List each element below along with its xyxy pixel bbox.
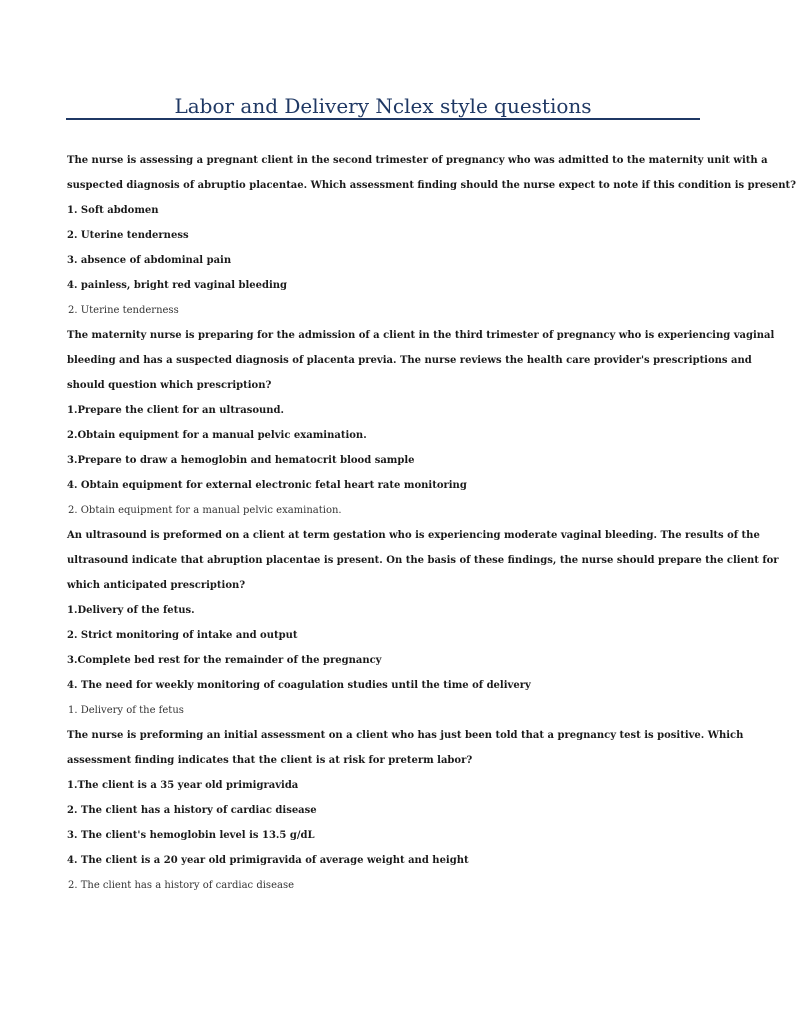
answer-option: 1.Delivery of the fetus.: [67, 605, 195, 616]
question-text-line: An ultrasound is preformed on a client at term gestation who is experiencing moderate vaginal bleeding. The results of the: [67, 530, 760, 541]
question-block: [67, 523, 779, 723]
answer-option: 1. Soft abdomen: [67, 205, 159, 216]
question-text-line: should question which prescription?: [67, 380, 272, 391]
correct-answer: 1. Delivery of the fetus: [68, 705, 184, 716]
correct-answer: 2. The client has a history of cardiac disease: [68, 880, 294, 891]
answer-option: 3. The client's hemoglobin level is 13.5 g/dL: [67, 830, 315, 841]
question-text-line: bleeding and has a suspected diagnosis of placenta previa. The nurse reviews the health care provider's prescriptions and: [67, 355, 752, 366]
answer-option: 3.Complete bed rest for the remainder of the pregnancy: [67, 655, 382, 666]
question-text-line: ultrasound indicate that abruption placentae is present. On the basis of these findings, the nurse should prepare the client for: [67, 555, 779, 566]
correct-answer: 2. Obtain equipment for a manual pelvic examination.: [68, 505, 342, 516]
answer-option: 3. absence of abdominal pain: [67, 255, 232, 266]
question-text-line: suspected diagnosis of abruptio placentae. Which assessment finding should the nurse expect to note if this condition is present?: [67, 180, 796, 191]
answer-option: 1.The client is a 35 year old primigravida: [67, 780, 299, 791]
answer-option: 4. Obtain equipment for external electronic fetal heart rate monitoring: [67, 480, 467, 491]
document-body: [67, 148, 796, 898]
document-title: Labor and Delivery Nclex style questions: [174, 94, 592, 118]
answer-option: 4. The need for weekly monitoring of coagulation studies until the time of delivery: [67, 680, 531, 691]
answer-option: 2. The client has a history of cardiac disease: [67, 805, 317, 816]
question-text-line: The nurse is preforming an initial assessment on a client who has just been told that a pregnancy test is positive. Which: [67, 730, 744, 741]
answer-option: 2.Obtain equipment for a manual pelvic examination.: [67, 430, 367, 441]
question-text-line: which anticipated prescription?: [67, 580, 246, 591]
question-text-line: The maternity nurse is preparing for the admission of a client in the third trimester of pregnancy who is experiencing vaginal: [67, 330, 775, 341]
question-block: [67, 148, 796, 323]
answer-option: 1.Prepare the client for an ultrasound.: [67, 405, 285, 416]
correct-answer: 2. Uterine tenderness: [68, 305, 179, 316]
question-text-line: The nurse is assessing a pregnant client in the second trimester of pregnancy who was admitted to the maternity unit with a: [67, 155, 768, 166]
question-block: [67, 323, 775, 523]
answer-option: 2. Uterine tenderness: [67, 230, 189, 241]
title-underline: [66, 118, 700, 120]
answer-option: 4. painless, bright red vaginal bleeding: [67, 280, 288, 291]
answer-option: 4. The client is a 20 year old primigravida of average weight and height: [67, 855, 469, 866]
question-text-line: assessment finding indicates that the client is at risk for preterm labor?: [67, 755, 473, 766]
question-block: [67, 723, 744, 898]
answer-option: 2. Strict monitoring of intake and output: [67, 630, 298, 641]
answer-option: 3.Prepare to draw a hemoglobin and hematocrit blood sample: [67, 455, 415, 466]
